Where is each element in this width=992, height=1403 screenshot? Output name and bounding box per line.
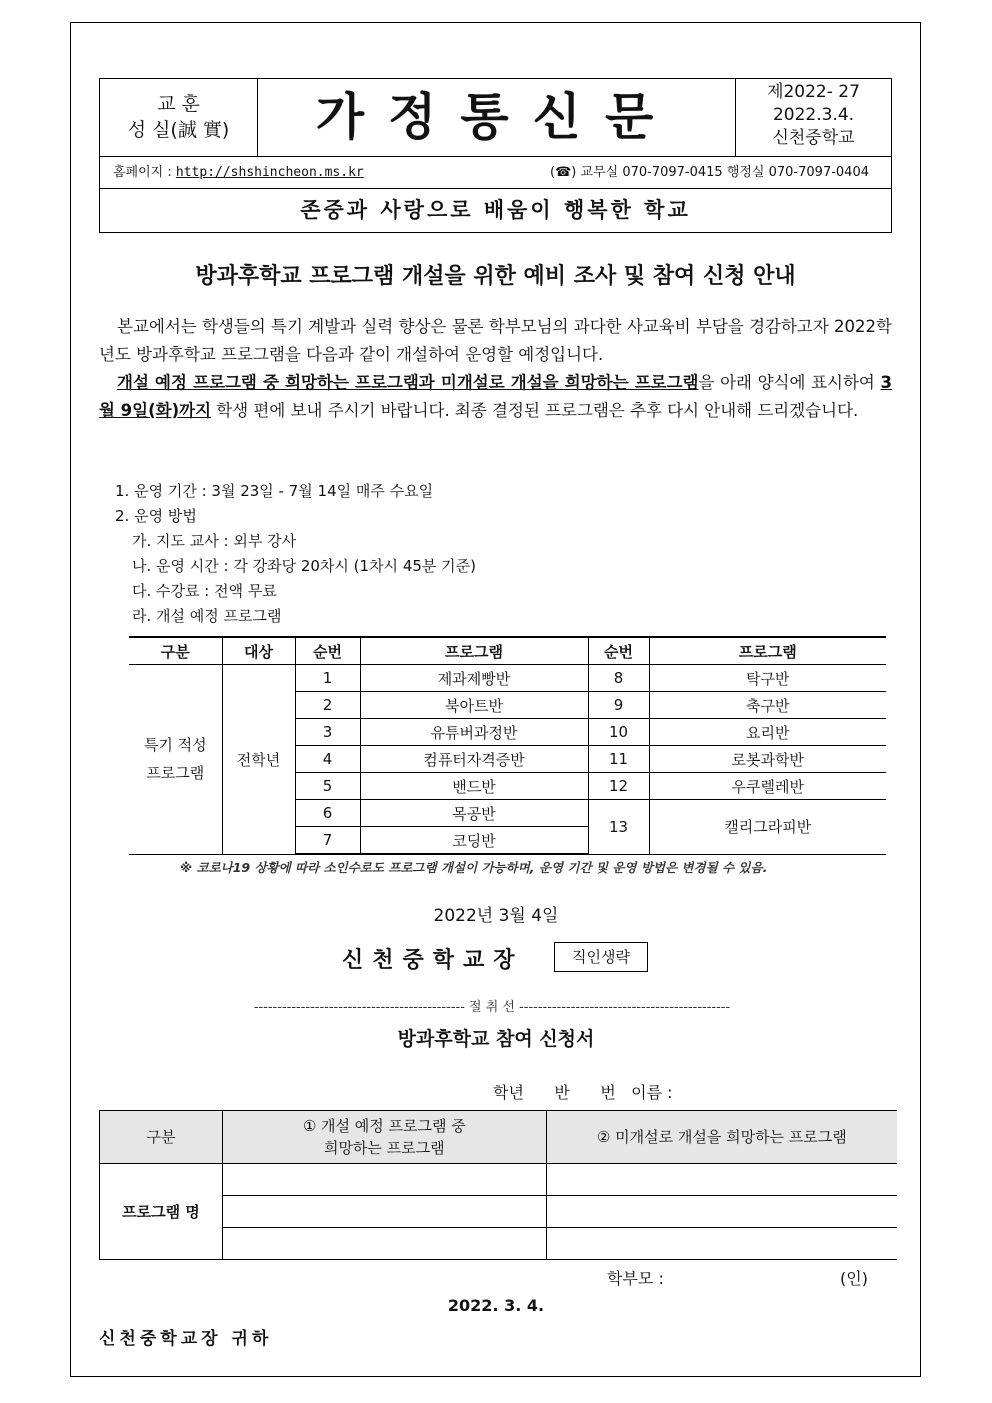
requested-program-field[interactable] xyxy=(546,1196,897,1228)
form-header-row xyxy=(100,1111,898,1164)
category-text: 특기 적성 xyxy=(143,736,207,755)
program-no: 4 xyxy=(295,746,360,773)
form-col-requested: ② 미개설로 개설을 희망하는 프로그램 xyxy=(546,1111,897,1164)
program-name: 캘리그라피반 xyxy=(649,800,886,855)
operation-period: 1. 운영 기간 : 3월 23일 - 7월 14일 매주 수요일 xyxy=(115,482,434,500)
motto-text: 성 실(誠 實) xyxy=(127,119,230,141)
program-no: 6 xyxy=(295,800,360,827)
application-form xyxy=(99,1110,897,1260)
program-table xyxy=(129,636,886,855)
operation-method: 2. 운영 방법 xyxy=(115,507,197,525)
intro-text-mid: 을 아래 양식에 표시하여 xyxy=(698,373,881,392)
planned-program-field[interactable] xyxy=(222,1196,546,1228)
method-teacher: 가. 지도 교사 : 외부 강사 xyxy=(132,532,297,550)
application-title: 방과후학교 참여 신청서 xyxy=(397,1028,595,1050)
header-no: 순번 xyxy=(295,637,360,665)
header-category: 구분 xyxy=(129,637,222,665)
program-no: 9 xyxy=(588,692,649,719)
program-no: 11 xyxy=(588,746,649,773)
program-name: 우쿠렐레반 xyxy=(649,773,886,800)
addressee: 신천중학교장 귀하 xyxy=(99,1329,273,1349)
program-name: 축구반 xyxy=(649,692,886,719)
intro-text xyxy=(99,313,892,425)
motto-label: 교 훈 xyxy=(157,93,200,115)
planned-program-field[interactable] xyxy=(222,1228,546,1260)
category-cell xyxy=(129,665,222,855)
form-row xyxy=(100,1164,898,1196)
header-target: 대상 xyxy=(222,637,295,665)
program-name: 유튜버과정반 xyxy=(360,719,588,746)
issue-date: 2022.3.4. xyxy=(772,105,855,125)
program-no: 5 xyxy=(295,773,360,800)
intro-paragraph-2 xyxy=(99,369,892,425)
program-no: 1 xyxy=(295,665,360,692)
school-slogan: 존중과 사랑으로 배움이 행복한 학교 xyxy=(300,198,691,222)
student-info-line: 학년 반 번 이름 : xyxy=(493,1083,673,1102)
program-no: 12 xyxy=(588,773,649,800)
program-name: 목공반 xyxy=(360,800,588,827)
issue-number: 제2022- 27 xyxy=(767,82,860,102)
notice-date: 2022년 3월 4일 xyxy=(433,906,559,926)
program-name: 북아트반 xyxy=(360,692,588,719)
program-no: 3 xyxy=(295,719,360,746)
table-row xyxy=(129,665,886,692)
planned-program-field[interactable] xyxy=(222,1164,546,1196)
homepage-label: 홈페이지 : xyxy=(113,165,176,180)
form-row-label: 프로그램 명 xyxy=(100,1164,223,1260)
program-name: 밴드반 xyxy=(360,773,588,800)
target-cell: 전학년 xyxy=(222,665,295,855)
program-name: 탁구반 xyxy=(649,665,886,692)
school-name: 신천중학교 xyxy=(772,128,855,148)
form-col-planned-line1: ① 개설 예정 프로그램 중 xyxy=(302,1117,466,1135)
program-name: 제과제빵반 xyxy=(360,665,588,692)
emphasis-programs: 개설 예정 프로그램 중 희망하는 프로그램과 미개설로 개설을 희망하는 프로그램 xyxy=(117,373,699,392)
program-name: 요리반 xyxy=(649,719,886,746)
issue-info xyxy=(736,79,891,158)
category-text: 프로그램 xyxy=(146,764,205,783)
program-no: 10 xyxy=(588,719,649,746)
form-col-planned xyxy=(222,1111,546,1164)
method-time: 나. 운영 시간 : 각 강좌당 20차시 (1차시 45분 기준) xyxy=(132,557,476,575)
parent-seal-mark: (인) xyxy=(840,1269,868,1288)
header-no: 순번 xyxy=(588,637,649,665)
program-no: 7 xyxy=(295,827,360,855)
principal-name: 신천중학교장 xyxy=(342,948,524,973)
phone-contact: (☎) 교무실 070-7097-0415 행정실 070-7097-0404 xyxy=(550,165,869,180)
newsletter-title: 가정통신문 xyxy=(258,79,736,156)
newsletter-header xyxy=(99,78,892,233)
homepage xyxy=(113,157,364,188)
requested-program-field[interactable] xyxy=(546,1228,897,1260)
intro-paragraph-1: 본교에서는 학생들의 특기 계발과 실력 향상은 물론 학부모님의 과다한 사교육비 부담을 경감하고자 2022학년도 방과후학교 프로그램을 다음과 같이 개설하여 운영할 예정입니다. xyxy=(99,317,892,364)
table-header-row xyxy=(129,637,886,665)
header-program: 프로그램 xyxy=(649,637,886,665)
method-programs: 라. 개설 예정 프로그램 xyxy=(132,607,282,625)
requested-program-field[interactable] xyxy=(546,1164,897,1196)
emphasis-deadline: 3월 9일(화)까지 xyxy=(99,373,893,420)
notice-heading: 방과후학교 프로그램 개설을 위한 예비 조사 및 참여 신청 안내 xyxy=(195,264,796,289)
contact-bar xyxy=(100,156,891,189)
program-name: 컴퓨터자격증반 xyxy=(360,746,588,773)
school-motto xyxy=(100,79,258,156)
program-no: 2 xyxy=(295,692,360,719)
method-fee: 다. 수강료 : 전액 무료 xyxy=(132,582,277,600)
program-no: 13 xyxy=(588,800,649,855)
program-name: 코딩반 xyxy=(360,827,588,855)
header-program: 프로그램 xyxy=(360,637,588,665)
seal-omitted-box: 직인생략 xyxy=(554,942,648,972)
cut-line: --------------------------------------------- 절 취 선 --------------------------------------------- xyxy=(253,1000,731,1015)
application-date: 2022. 3. 4. xyxy=(447,1296,545,1315)
parent-signature-label: 학부모 : xyxy=(607,1269,664,1288)
program-no: 8 xyxy=(588,665,649,692)
form-col-category: 구분 xyxy=(100,1111,223,1164)
operation-details xyxy=(115,479,476,629)
homepage-link[interactable]: http://shshincheon.ms.kr xyxy=(175,165,364,180)
covid-note: ※ 코로나19 상황에 따라 소인수로도 프로그램 개설이 가능하며, 운영 기간 및 운영 방법은 변경될 수 있음. xyxy=(180,860,768,875)
program-name: 로봇과학반 xyxy=(649,746,886,773)
intro-text-end: 학생 편에 보내 주시기 바랍니다. 최종 결정된 프로그램은 추후 다시 안내해 드리겠습니다. xyxy=(211,401,859,420)
form-col-planned-line2: 희망하는 프로그램 xyxy=(323,1139,445,1157)
